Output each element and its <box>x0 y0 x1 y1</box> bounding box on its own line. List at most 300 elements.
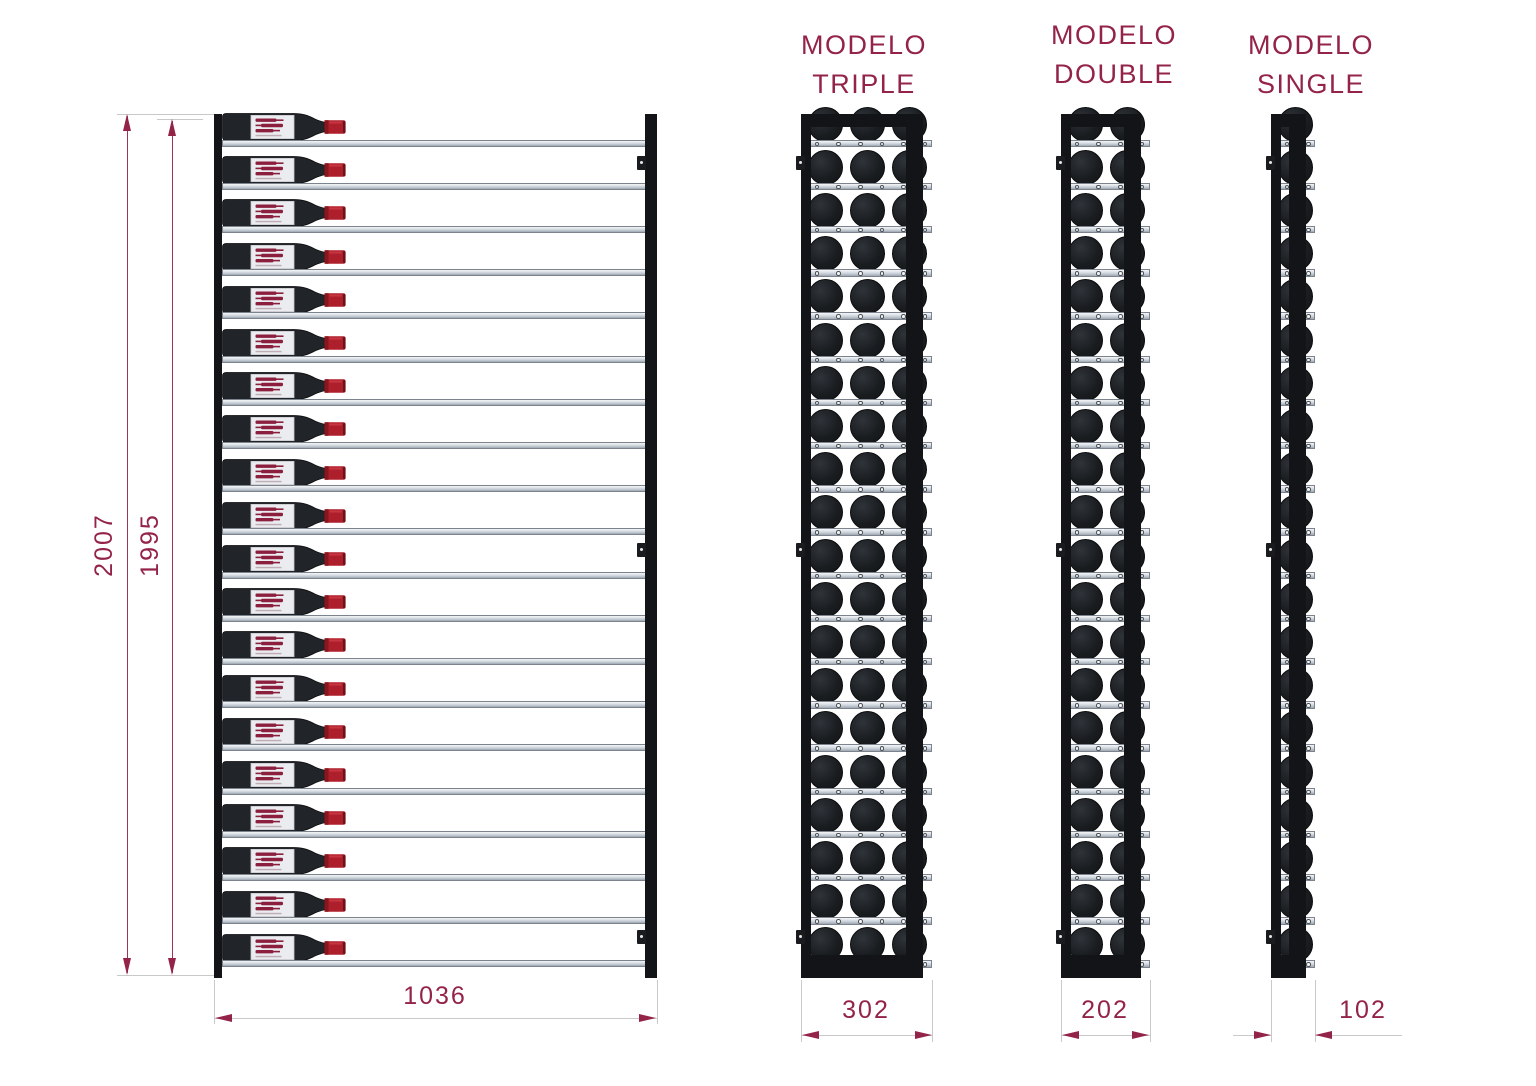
screw-dot <box>901 487 906 492</box>
label-art <box>256 335 284 349</box>
wine-bottle-side <box>222 199 352 227</box>
shelf-rail <box>222 226 652 233</box>
screw-dot <box>923 530 928 535</box>
screw-dot <box>815 876 820 881</box>
model-title-line1: MODELO <box>1050 20 1178 50</box>
bottle-base <box>808 193 843 228</box>
bottle-base <box>808 755 843 790</box>
wine-bottle-side <box>222 675 352 703</box>
bottle-base <box>850 452 885 487</box>
screw-dot <box>880 574 885 579</box>
screw-dot <box>880 487 885 492</box>
bottle-base <box>808 279 843 314</box>
wall-mount-clip <box>637 930 646 944</box>
screw-dot <box>1306 185 1311 190</box>
bottle-row <box>214 847 657 891</box>
screw-dot <box>923 444 928 449</box>
shelf-rail <box>222 658 652 665</box>
wine-bottle-side <box>222 761 352 789</box>
screw-dot <box>815 314 820 319</box>
wine-bottle-side <box>222 588 352 616</box>
screw-dot <box>901 660 906 665</box>
screw-dot <box>880 919 885 924</box>
screw-dot <box>1096 271 1101 276</box>
screw-dot <box>836 876 841 881</box>
bottle-base <box>850 798 885 833</box>
model-title-line2: SINGLE <box>1256 69 1366 99</box>
bottle-base <box>850 711 885 746</box>
screw-dot <box>923 746 928 751</box>
screw-dot <box>1306 228 1311 233</box>
bottle-row <box>214 502 657 546</box>
screw-dot <box>1075 271 1080 276</box>
screw-dot <box>1096 401 1101 406</box>
screw-dot <box>815 444 820 449</box>
arrowhead-left-icon <box>1062 1031 1079 1039</box>
wine-bottle-side <box>222 891 352 919</box>
screw-dot <box>1306 790 1311 795</box>
screw-dot <box>1306 574 1311 579</box>
screw-dot <box>1075 790 1080 795</box>
screw-dot <box>1096 142 1101 147</box>
screw-dot <box>901 703 906 708</box>
arrowhead-left-icon <box>1315 1031 1332 1039</box>
screw-dot <box>1075 142 1080 147</box>
screw-dot <box>1075 833 1080 838</box>
shelf-rail <box>222 572 652 579</box>
screw-dot <box>1118 487 1123 492</box>
screw-dot <box>836 790 841 795</box>
label-art <box>256 810 284 824</box>
label-art <box>256 853 284 867</box>
bottle-base <box>850 150 885 185</box>
bottle-row <box>214 113 657 157</box>
bottle-row <box>214 675 657 719</box>
wine-bottle-side <box>222 631 352 659</box>
screw-dot <box>1306 962 1311 967</box>
screw-dot <box>1306 271 1311 276</box>
screw-dot <box>1306 746 1311 751</box>
screw-dot <box>836 358 841 363</box>
shelf-rail <box>222 788 652 795</box>
bottle-row <box>214 631 657 675</box>
extension-line <box>157 119 203 120</box>
screw-dot <box>1118 271 1123 276</box>
screw-dot <box>923 660 928 665</box>
screw-dot <box>836 271 841 276</box>
arrowhead-up-icon <box>168 119 176 136</box>
front-rack-single <box>1271 114 1315 978</box>
bottle-row <box>214 934 657 978</box>
screw-dot <box>1118 142 1123 147</box>
bottle-base <box>808 841 843 876</box>
dimension-label-1036: 1036 <box>403 982 467 1010</box>
wall-mount-clip <box>1266 156 1275 170</box>
screw-dot <box>1306 142 1311 147</box>
screw-dot <box>1075 617 1080 622</box>
screw-dot <box>1075 574 1080 579</box>
screw-dot <box>1096 228 1101 233</box>
shelf-rail <box>222 356 652 363</box>
wine-bottle-side <box>222 545 352 573</box>
wall-mount-clip <box>637 156 646 170</box>
screw-dot <box>1306 617 1311 622</box>
bottle-row <box>214 415 657 459</box>
screw-dot <box>858 530 863 535</box>
bottle-row <box>214 804 657 848</box>
label-art <box>256 119 284 133</box>
bottle-row <box>214 372 657 416</box>
screw-dot <box>815 703 820 708</box>
wine-bottle-side <box>222 113 352 141</box>
bottle-row <box>214 761 657 805</box>
dimension-label-202: 202 <box>1081 996 1129 1024</box>
screw-dot <box>1118 790 1123 795</box>
bottle-base <box>850 625 885 660</box>
screw-dot <box>901 574 906 579</box>
bottle-row <box>214 199 657 243</box>
bottle-base <box>1068 625 1103 660</box>
bottle-row <box>214 459 657 503</box>
screw-dot <box>1075 401 1080 406</box>
screw-dot <box>1306 833 1311 838</box>
wall-mount-clip <box>1266 930 1275 944</box>
screw-dot <box>923 271 928 276</box>
wine-bottle-side <box>222 718 352 746</box>
screw-dot <box>858 314 863 319</box>
screw-dot <box>1118 876 1123 881</box>
bottle-base <box>808 625 843 660</box>
screw-dot <box>1075 228 1080 233</box>
screw-dot <box>901 228 906 233</box>
frame-post-right <box>1289 114 1306 978</box>
side-view-rack <box>214 114 657 978</box>
dimension-line <box>172 121 173 973</box>
label-art <box>256 896 284 910</box>
bottle-base <box>808 366 843 401</box>
screw-dot <box>1118 228 1123 233</box>
bottle-base <box>850 236 885 271</box>
wine-bottle-side <box>222 415 352 443</box>
wall-mount-clip <box>637 543 646 557</box>
shelf-rail <box>222 744 652 751</box>
frame-bottom-bar <box>801 955 923 978</box>
bottle-base <box>850 495 885 530</box>
shelf-rail <box>222 917 652 924</box>
shelf-rail <box>222 140 652 147</box>
screw-dot <box>858 833 863 838</box>
screw-dot <box>880 876 885 881</box>
screw-dot <box>923 790 928 795</box>
label-art <box>256 637 284 651</box>
wine-bottle-side <box>222 502 352 530</box>
screw-dot <box>880 314 885 319</box>
wine-bottle-side <box>222 934 352 962</box>
screw-dot <box>901 358 906 363</box>
wall-mount-clip <box>796 156 805 170</box>
bottle-row <box>214 156 657 200</box>
bottle-base <box>1068 755 1103 790</box>
screw-dot <box>836 746 841 751</box>
bottle-base <box>808 409 843 444</box>
screw-dot <box>1075 185 1080 190</box>
shelf-rail <box>222 615 652 622</box>
bottle-base <box>808 323 843 358</box>
label-art <box>256 205 284 219</box>
screw-dot <box>1306 660 1311 665</box>
model-title-triple <box>754 26 974 104</box>
wine-bottle-side <box>222 329 352 357</box>
screw-dot <box>1075 876 1080 881</box>
screw-dot <box>923 487 928 492</box>
screw-dot <box>1075 746 1080 751</box>
shelf-rail <box>222 701 652 708</box>
arrowhead-left-icon <box>802 1031 819 1039</box>
frame-post-right <box>645 114 657 978</box>
bottle-base <box>808 236 843 271</box>
screw-dot <box>1306 314 1311 319</box>
dimension-line <box>801 1035 932 1036</box>
bottle-base <box>1068 495 1103 530</box>
shelf-rail <box>222 442 652 449</box>
screw-dot <box>1075 314 1080 319</box>
bottle-base <box>1068 539 1103 574</box>
screw-dot <box>901 919 906 924</box>
screw-dot <box>815 746 820 751</box>
screw-dot <box>1118 358 1123 363</box>
screw-dot <box>815 833 820 838</box>
bottle-base <box>850 582 885 617</box>
bottle-row <box>214 718 657 762</box>
wine-bottle-side <box>222 847 352 875</box>
screw-dot <box>1096 919 1101 924</box>
screw-dot <box>815 228 820 233</box>
screw-dot <box>923 703 928 708</box>
screw-dot <box>815 574 820 579</box>
bottle-base <box>808 495 843 530</box>
model-title-single <box>1201 26 1421 104</box>
bottle-base <box>1068 798 1103 833</box>
arrowhead-right-icon <box>915 1031 932 1039</box>
shelf-rail <box>222 183 652 190</box>
screw-dot <box>1118 919 1123 924</box>
screw-dot <box>923 401 928 406</box>
bottle-base <box>1068 323 1103 358</box>
screw-dot <box>1306 401 1311 406</box>
model-title-double <box>1004 16 1224 94</box>
screw-dot <box>815 660 820 665</box>
screw-dot <box>836 660 841 665</box>
arrowhead-right-icon <box>1132 1031 1149 1039</box>
bottle-base <box>850 884 885 919</box>
bottle-base <box>1068 150 1103 185</box>
arrowhead-left-icon <box>215 1014 232 1022</box>
screw-dot <box>836 142 841 147</box>
screw-dot <box>1096 185 1101 190</box>
label-art <box>256 248 284 262</box>
screw-dot <box>901 271 906 276</box>
screw-dot <box>1118 617 1123 622</box>
label-art <box>256 939 284 953</box>
screw-dot <box>880 703 885 708</box>
screw-dot <box>815 142 820 147</box>
screw-dot <box>815 617 820 622</box>
dimension-label-1995: 1995 <box>136 513 164 577</box>
front-rack-triple <box>801 114 932 978</box>
screw-dot <box>880 660 885 665</box>
bottle-base <box>808 539 843 574</box>
screw-dot <box>880 401 885 406</box>
screw-dot <box>836 919 841 924</box>
screw-dot <box>901 444 906 449</box>
screw-dot <box>901 876 906 881</box>
screw-dot <box>1075 703 1080 708</box>
wine-bottle-side <box>222 243 352 271</box>
bottle-base <box>850 366 885 401</box>
bottle-row <box>214 891 657 935</box>
screw-dot <box>836 314 841 319</box>
screw-dot <box>1118 401 1123 406</box>
label-art <box>256 594 284 608</box>
wine-bottle-side <box>222 156 352 184</box>
screw-dot <box>880 185 885 190</box>
screw-dot <box>1306 703 1311 708</box>
screw-dot <box>901 617 906 622</box>
bottle-base <box>808 711 843 746</box>
bottle-base <box>1068 582 1103 617</box>
shelf-rail <box>222 312 652 319</box>
screw-dot <box>880 617 885 622</box>
label-art <box>256 767 284 781</box>
screw-dot <box>858 919 863 924</box>
frame-post-right <box>1124 114 1141 978</box>
shelf-rail <box>222 874 652 881</box>
screw-dot <box>1306 444 1311 449</box>
screw-dot <box>858 271 863 276</box>
bottle-base <box>850 193 885 228</box>
wall-mount-clip <box>1056 156 1065 170</box>
screw-dot <box>858 703 863 708</box>
screw-dot <box>880 271 885 276</box>
screw-dot <box>1096 574 1101 579</box>
extension-line <box>117 114 214 115</box>
screw-dot <box>1306 487 1311 492</box>
bottle-row <box>214 286 657 330</box>
extension-line <box>117 975 214 976</box>
bottle-base <box>850 409 885 444</box>
front-rack-double <box>1061 114 1150 978</box>
screw-dot <box>923 314 928 319</box>
model-title-line1: MODELO <box>800 30 928 60</box>
wall-mount-clip <box>1056 930 1065 944</box>
screw-dot <box>923 962 928 967</box>
screw-dot <box>858 746 863 751</box>
arrowhead-right-icon <box>639 1014 656 1022</box>
bottle-base <box>850 279 885 314</box>
extension-line <box>657 980 658 1024</box>
bottle-base <box>850 668 885 703</box>
screw-dot <box>901 746 906 751</box>
bottle-base <box>1068 366 1103 401</box>
model-title-line1: MODELO <box>1247 30 1375 60</box>
screw-dot <box>1306 530 1311 535</box>
frame-post-right <box>906 114 923 978</box>
screw-dot <box>1075 487 1080 492</box>
shelf-rail <box>222 269 652 276</box>
screw-dot <box>880 530 885 535</box>
screw-dot <box>880 790 885 795</box>
screw-dot <box>1096 487 1101 492</box>
screw-dot <box>923 574 928 579</box>
label-art <box>256 551 284 565</box>
bottle-base <box>808 668 843 703</box>
label-art <box>256 291 284 305</box>
screw-dot <box>815 487 820 492</box>
screw-dot <box>923 228 928 233</box>
screw-dot <box>1075 358 1080 363</box>
screw-dot <box>901 833 906 838</box>
bottle-base <box>808 452 843 487</box>
wall-mount-clip <box>796 543 805 557</box>
screw-dot <box>901 401 906 406</box>
screw-dot <box>901 185 906 190</box>
arrowhead-up-icon <box>123 114 131 131</box>
screw-dot <box>815 185 820 190</box>
bottle-base <box>808 798 843 833</box>
shelf-rail <box>222 399 652 406</box>
screw-dot <box>923 142 928 147</box>
screw-dot <box>1096 876 1101 881</box>
bottle-base <box>1068 711 1103 746</box>
screw-dot <box>880 358 885 363</box>
bottle-base <box>1068 236 1103 271</box>
wine-bottle-side <box>222 372 352 400</box>
screw-dot <box>901 790 906 795</box>
screw-dot <box>1096 833 1101 838</box>
screw-dot <box>1075 444 1080 449</box>
bottle-row <box>214 588 657 632</box>
bottle-base <box>850 755 885 790</box>
arrowhead-right-icon <box>1254 1031 1271 1039</box>
screw-dot <box>836 530 841 535</box>
screw-dot <box>815 358 820 363</box>
screw-dot <box>1096 444 1101 449</box>
screw-dot <box>836 444 841 449</box>
screw-dot <box>1118 746 1123 751</box>
screw-dot <box>836 833 841 838</box>
screw-dot <box>836 703 841 708</box>
screw-dot <box>1118 314 1123 319</box>
dimension-line <box>214 1018 657 1019</box>
arrowhead-down-icon <box>123 958 131 975</box>
screw-dot <box>923 185 928 190</box>
bottle-base <box>1068 409 1103 444</box>
screw-dot <box>1096 746 1101 751</box>
screw-dot <box>1096 790 1101 795</box>
bottle-base <box>850 539 885 574</box>
screw-dot <box>836 185 841 190</box>
bottle-row <box>214 329 657 373</box>
label-art <box>256 378 284 392</box>
dimension-label-302: 302 <box>842 996 890 1024</box>
dimension-line <box>127 116 128 973</box>
bottle-base <box>850 323 885 358</box>
bottle-base <box>1068 884 1103 919</box>
screw-dot <box>858 660 863 665</box>
screw-dot <box>1075 919 1080 924</box>
extension-line <box>1271 980 1272 1042</box>
screw-dot <box>923 919 928 924</box>
